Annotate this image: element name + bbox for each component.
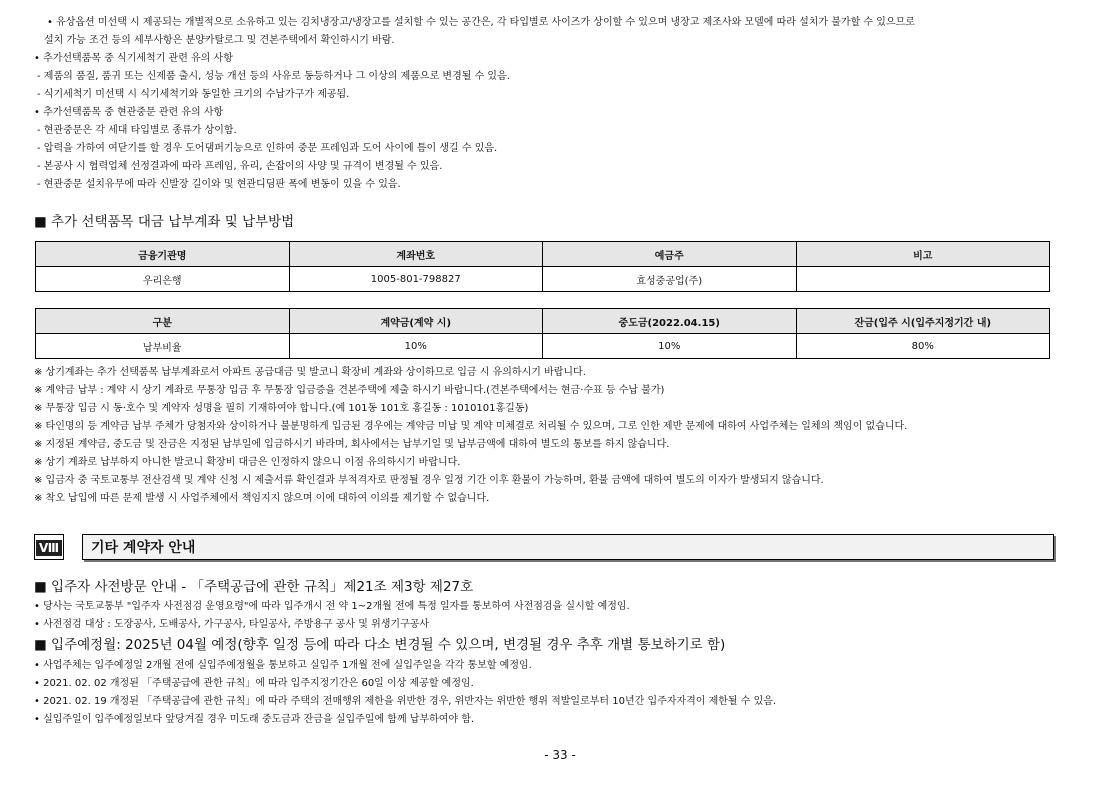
movein-item: • 2021. 02. 02 개정된 「주택공급에 관한 규칙」에 따라 입주지정기간은 60일 이상 제공할 예정임.	[34, 678, 474, 689]
table-row	[36, 267, 1050, 292]
table-header-cell: 구분	[36, 309, 290, 334]
remark-line: ※ 무통장 입금 시 동·호수 및 계약자 성명을 필히 기재하여야 합니다.(예 101동 101호 홍길동 : 1010101홍길동)	[34, 403, 529, 414]
remark-line: ※ 계약금 납부 : 계약 시 상기 계좌로 무통장 입금 후 무통장 입금증을 견본주택에 제출 하시기 바랍니다.(견본주택에서는 현금·수표 등 수납 불가)	[34, 385, 665, 396]
remark-line: ※ 상기 계좌로 납부하지 아니한 발코니 확장비 대금은 인정하지 않으니 이점 유의하시기 바랍니다.	[34, 457, 461, 468]
payment-heading: ■ 추가 선택품목 대금 납부계좌 및 납부방법	[34, 214, 295, 230]
table-header-cell: 잔금(입주 시(입주지정기간 내)	[796, 309, 1050, 334]
table-row	[36, 334, 1050, 359]
table-header-row	[36, 242, 1050, 267]
table-header-cell: 중도금(2022.04.15)	[543, 309, 797, 334]
section-number	[34, 534, 64, 560]
remark-line: ※ 착오 납입에 따른 문제 발생 시 사업주체에서 책임지지 않으며 이에 대하여 이의를 제기할 수 없습니다.	[34, 493, 490, 504]
note-heading: • 추가선택품목 중 식기세척기 관련 유의 사항	[34, 53, 233, 64]
note-line: 설치 가능 조건 등의 세부사항은 분양카탈로그 및 견본주택에서 확인하시기 바람.	[44, 35, 395, 46]
movein-item: • 2021. 02. 19 개정된 「주택공급에 관한 규칙」에 따라 주택의 전매행위 제한을 위반한 경우, 위반자는 위반한 행위 적발일로부터 10년간 입주자자격이 제한될 수 있음.	[34, 696, 777, 707]
account-table	[35, 241, 1050, 292]
table-header-cell: 예금주	[543, 242, 797, 267]
visit-item: • 사전점검 대상 : 도장공사, 도배공사, 가구공사, 타일공사, 주방용구 공사 및 위생기구공사	[34, 619, 430, 630]
table-header-cell: 계좌번호	[289, 242, 543, 267]
remark-line: ※ 타인명의 등 계약금 납부 주체가 당첨자와 상이하거나 불분명하게 입금된 경우에는 계약금 미납 및 계약 미체결로 처리될 수 있으며, 그로 인한 제반 문제에 대하여 사업주체는 일체의 책임이 없습니다.	[34, 421, 908, 432]
section-title: 기타 계약자 안내	[82, 534, 1054, 560]
table-cell	[796, 267, 1050, 292]
section-number-label: Ⅷ	[36, 540, 62, 556]
note-line: - 식기세척기 미선택 시 식기세척기와 동일한 크기의 수납가구가 제공됨.	[37, 89, 350, 100]
table-cell: 효성중공업(주)	[543, 267, 797, 292]
visit-heading: ■ 입주자 사전방문 안내 - 「주택공급에 관한 규칙」제21조 제3항 제27호	[34, 579, 474, 595]
page-number: - 33 -	[544, 748, 576, 762]
table-cell: 10%	[289, 334, 543, 359]
table-header-cell: 계약금(계약 시)	[289, 309, 543, 334]
table-cell: 납부비율	[36, 334, 290, 359]
table-header-cell: 비고	[796, 242, 1050, 267]
note-line: • 유상옵션 미선택 시 제공되는 개별적으로 소유하고 있는 김치냉장고/냉장고를 설치할 수 있는 공간은, 각 타입별로 사이즈가 상이할 수 있으며 냉장고 제조사와 모델에 따라 설치가 불가할 수 있으므로	[47, 17, 915, 28]
movein-heading: ■ 입주예정월: 2025년 04월 예정(향후 일정 등에 따라 다소 변경될 수 있으며, 변경될 경우 추후 개별 통보하기로 함)	[34, 637, 726, 653]
note-line: - 현관중문 설치유무에 따라 신발장 길이와 및 현관디딤판 폭에 변동이 있을 수 있음.	[37, 179, 401, 190]
payment-ratio-table	[35, 308, 1050, 359]
note-line: - 압력을 가하여 여닫기를 할 경우 도어댐퍼기능으로 인하여 중문 프레임과 도어 사이에 틈이 생길 수 있음.	[37, 143, 498, 154]
table-header-cell: 금융기관명	[36, 242, 290, 267]
movein-item: • 실입주일이 입주예정일보다 앞당겨질 경우 미도래 중도금과 잔금을 실입주일에 함께 납부하여야 함.	[34, 714, 475, 725]
table-cell: 10%	[543, 334, 797, 359]
section-header	[34, 534, 1054, 560]
table-cell: 1005-801-798827	[289, 267, 543, 292]
movein-item: • 사업주체는 입주예정일 2개월 전에 실입주예정월을 통보하고 실입주 1개월 전에 실입주일을 각각 통보할 예정임.	[34, 660, 532, 671]
note-heading: • 추가선택품목 중 현관중문 관련 유의 사항	[34, 107, 224, 118]
remark-line: ※ 지정된 계약금, 중도금 및 잔금은 지정된 납부일에 입금하시기 바라며, 회사에서는 납부기일 및 납부금액에 대하여 별도의 통보를 하지 않습니다.	[34, 439, 670, 450]
remark-line: ※ 입금자 중 국토교통부 전산검색 및 계약 신청 시 제출서류 확인결과 부적격자로 판정될 경우 일정 기간 이후 환불이 가능하며, 환불 금액에 대하여 별도의 이자가 발생되지 않습니다.	[34, 475, 824, 486]
table-header-row	[36, 309, 1050, 334]
table-cell: 80%	[796, 334, 1050, 359]
table-cell: 우리은행	[36, 267, 290, 292]
remark-line: ※ 상기계좌는 추가 선택품목 납부계좌로서 아파트 공급대금 및 발코니 확장비 계좌와 상이하므로 입금 시 유의하시기 바랍니다.	[34, 367, 586, 378]
note-line: - 본공사 시 협력업체 선정결과에 따라 프레임, 유리, 손잡이의 사양 및 규격이 변경될 수 있음.	[37, 161, 443, 172]
visit-item: • 당사는 국토교통부 "입주자 사전점검 운영요령"에 따라 입주개시 전 약 1~2개월 전에 특정 일자를 통보하여 사전점검을 실시할 예정임.	[34, 601, 630, 612]
note-line: - 제품의 품질, 품귀 또는 신제품 출시, 성능 개선 등의 사유로 동등하거나 그 이상의 제품으로 변경될 수 있음.	[37, 71, 510, 82]
note-line: - 현관중문은 각 세대 타입별로 종류가 상이함.	[37, 125, 237, 136]
